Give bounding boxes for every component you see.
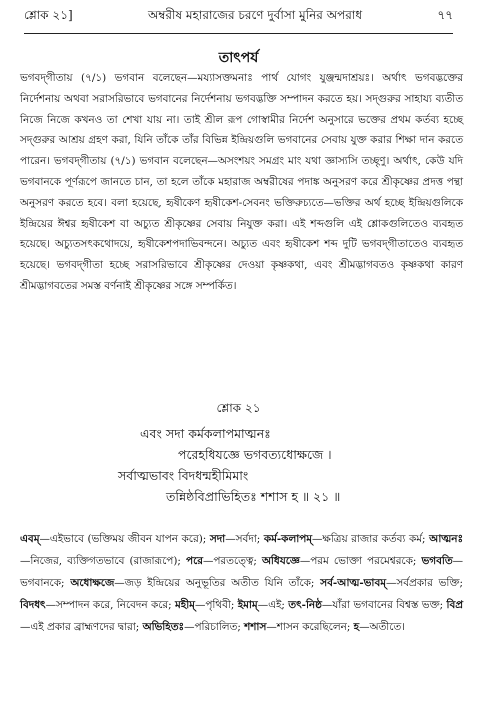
verse-title: শ্লোক ২১	[216, 401, 261, 415]
purport-paragraph: ভগবদ্‌গীতায় (৭/১) ভগবান বলেছেন—ময্যাসক্তমনাঃ পার্থ যোগং যুঞ্জন্মদাশ্রয়ঃ। অর্থাৎ ভগবদ্ভক্তের নির্দেশনায় অথবা সরাসরিভাবে ভগবানের নির্দেশনায় ভগবদ্ভক্তি সম্পাদন করতে হয়। সদ্গুরুর সাহায্য ব্যতীত নিজে নিজে কখনও তা শেখা যায় না। তাই শ্রীল রূপ গোস্বামীর নির্দেশ অনুসারে ভক্তের প্রথম কর্তব্য হচ্ছে সদ্গুরুর আশ্রয় গ্রহণ করা, যিনি তাঁকে তাঁর বিভিন্ন ইন্দ্রিয়গুলি ভগবানের সেবায় যুক্ত করার শিক্ষা দান করতে পারেন। ভগবদ্‌গীতায় (৭/১) ভগবান বলেছেন—অসংশয়ং সমগ্রং মাং যথা জ্ঞাস্যসি তচ্ছৃণু। অর্থাৎ, কেউ যদি ভগবানকে পূর্ণরূপে জানতে চান, তা হলে তাঁকে মহারাজ অম্বরীষের পদাঙ্ক অনুসরণ করে শ্রীকৃষ্ণের প্রদত্ত পন্থা অনুসরণ করতে হবে। বলা হয়েছে, হৃষীকেণ হৃষীকেশ-সেবনং ভক্তিরুচ্যতে—ভক্তির অর্থ হচ্ছে ইন্দ্রিয়গুলিকে ইন্দ্রিয়ের ঈশ্বর হৃষীকেশ বা অচ্যুত শ্রীকৃষ্ণের সেবায় নিযুক্ত করা। এই শব্দগুলি এই শ্লোকগুলিতেও ব্যবহৃত হয়েছে। অচ্যুতসৎকথোদয়ে, হৃষীকেশপদাভিবন্দনে। অচ্যুত এবং হৃষীকেশ শব্দ দুটি ভগবদ্‌গীতাতেও ব্যবহৃত হয়েছে। ভগবদ্‌গীতা হচ্ছে সরাসরিভাবে শ্রীকৃষ্ণের দেওয়া কৃষ্ণকথা, এবং শ্রীমদ্ভাগবতও কৃষ্ণকথা কারণ শ্রীমদ্ভাগবতের সমস্ত বর্ণনাই শ্রীকৃষ্ণের সঙ্গে সম্পর্কিত।	[20, 72, 463, 292]
purport-title: তাৎপর্য	[218, 50, 259, 66]
synonym-meaning: অতীতে	[369, 621, 402, 633]
synonym-term: অভিহিতঃ	[142, 621, 185, 633]
synonym-meaning: এই	[268, 599, 282, 611]
synonym-term: আত্মনঃ	[429, 533, 463, 545]
verse-line: পরেহধিযজ্ঞে ভগবত্যধোক্ষজে ।	[178, 447, 332, 462]
synonym-meaning: এইভাবে (ভক্তিময় জীবন যাপন করে)	[49, 533, 203, 545]
synonym-term: মহীম্	[174, 599, 195, 611]
synonym-meaning: শাসন করেছিলেন	[276, 621, 347, 633]
header-chapter-title: অম্বরীষ মহারাজের চরণে দুর্বাসা মুনির অপরাধ	[147, 8, 363, 22]
synonym-meaning: পরিচালিত	[194, 621, 238, 633]
synonym-term: ইমাম্	[237, 599, 258, 611]
purport-body	[20, 68, 463, 297]
running-header	[24, 7, 453, 34]
synonym-term: সর্ব-আত্ম-ভাবম্	[320, 577, 386, 589]
synonym-meaning: পরতত্ত্বে	[213, 555, 254, 567]
synonym-meaning: সম্পাদন করে, নিবেদন করে	[55, 599, 169, 611]
header-verse-ref: শ্লোক ২১]	[24, 8, 73, 22]
synonym-term: এবম্	[20, 533, 40, 545]
synonym-term: ভগবতি	[421, 555, 453, 567]
page-number: ৭৭	[437, 8, 453, 22]
synonym-term: কর্ম-কলাপম্	[263, 533, 313, 545]
verse-line: সর্বাত্মভাবং বিদধন্মহীমিমাং	[118, 468, 249, 483]
synonym-meaning: পৃথিবী	[205, 599, 231, 611]
synonym-term: শশাস	[244, 621, 267, 633]
verse-line: তন্নিষ্ঠবিপ্রাভিহিতঃ শশাস হ ॥ ২১ ॥	[166, 489, 341, 504]
synonym-meaning: ক্ষত্রিয় রাজার কর্তব্য কর্ম	[322, 533, 423, 545]
synonym-term: পরে	[186, 555, 203, 567]
verse-line: এবং সদা কর্মকলাপমাত্মনঃ	[140, 426, 271, 441]
synonym-meaning: সর্বদা	[235, 533, 257, 545]
synonym-term: অধিযজ্ঞে	[261, 555, 300, 567]
synonym-term: বিদধৎ	[20, 599, 46, 611]
synonym-term: সদা	[209, 533, 226, 545]
synonym-meaning: ভগবানকে	[20, 577, 61, 589]
synonym-term: বিপ্র	[446, 599, 463, 611]
synonym-meaning: নিজের, ব্যক্তিগতভাবে (রাজারূপে)	[30, 555, 178, 567]
synonym-term: অধোক্ষজে	[70, 577, 115, 589]
synonym-meaning: পরম ভোক্তা পরমেশ্বরকে	[310, 555, 413, 567]
synonym-meaning: জড় ইন্দ্রিয়ের অনুভূতির অতীত যিনি তাঁকে	[124, 577, 311, 589]
synonym-term: তৎ-নিষ্ঠ	[288, 599, 322, 611]
synonym-term: হ	[353, 621, 360, 633]
synonyms-block	[20, 528, 463, 638]
synonym-meaning: এই প্রকার ব্রাহ্মণদের দ্বারা	[30, 621, 136, 633]
synonyms-paragraph: এবম্—এইভাবে (ভক্তিময় জীবন যাপন করে); সদা—সর্বদা; কর্ম-কলাপম্—ক্ষত্রিয় রাজার কর্তব্য কর্ম; আত্মনঃ—নিজের, ব্যক্তিগতভাবে (রাজারূপে); পরে—পরতত্ত্বে; অধিযজ্ঞে—পরম ভোক্তা পরমেশ্বরকে; ভগবতি—ভগবানকে; অধোক্ষজে—জড় ইন্দ্রিয়ের অনুভূতির অতীত যিনি তাঁকে; সর্ব-আত্ম-ভাবম্—সর্বপ্রকার ভক্তি; বিদধৎ—সম্পাদন করে, নিবেদন করে; মহীম্—পৃথিবী; ইমাম্—এই; তৎ-নিষ্ঠ—যাঁরা ভগবানের বিশ্বস্ত ভক্ত; বিপ্র—এই প্রকার ব্রাহ্মণদের দ্বারা; অভিহিতঃ—পরিচালিত; শশাস—শাসন করেছিলেন; হ—অতীতে।	[20, 533, 464, 633]
synonym-meaning: যাঁরা ভগবানের বিশ্বস্ত ভক্ত	[332, 599, 440, 611]
synonym-meaning: সর্বপ্রকার ভক্তি	[396, 577, 460, 589]
verse-block	[118, 423, 340, 507]
